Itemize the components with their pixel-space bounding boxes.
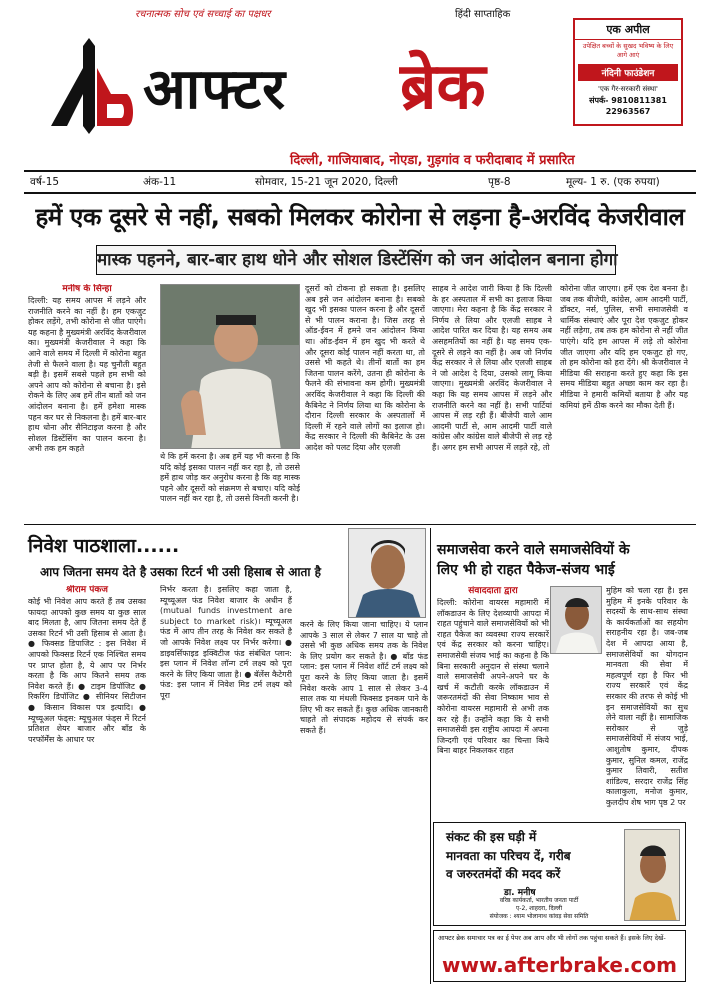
lead-col-3: दूसरों को टोकना हो सकता है। इसलिए अब इसे जन आंदोलन बनाना है। सबको खुद भी इसका पालन करना है और दूसरों से भी पालन कराना है। जिस तरह से ऑड-ईवन में हमने जन आंदोलन किया था। ऑड-ईवन में हम खुद भी करते थे और दूसरा कोई पालन नहीं करता था, तो उससे भी कहते थे। तीनों बातों का हम जितना पालन करेंगे, उतना ही कोरोना के फैलने की संभावना कम होगी। मुख्यमंत्री अरविंद केजरीवाल ने कहा कि दिल्ली की कैबिनेट ने निर्णय लिया था कि कोरोना के दौरान दिल्ली सरकार के अस्पतालों में दिल्ली में रहने वाले लोगों का इलाज हो। केंद्र सरकार ने दिल्ली की कैबिनेट के उस आदेश को पलट दिया और एलजी [305, 284, 425, 452]
circulation-cities: दिल्ली, गाजियाबाद, नोएडा, गुड़गांव व फरीदाबाद में प्रसारित [290, 153, 575, 168]
invest-col-1: कोई भी निवेश आप करते हैं तब उसका फायदा आपको कुछ समय या कुछ साल बाद मिलता है, आप जितना समय देते हैं उसका रिटर्न भी उसी हिसाब से आता है। ● फिक्सड डिपाजिट : इस निवेश में आपको फिक्सड रिटर्न एक निश्चित समय पर प्राप्त होता है, ये आप पर निर्भर करता है कि आप कितने समय तक निवेश करते हैं। ● टाइम डिपॉजिट ● रिकरिंग डिपॉजिट ● सीनियर सिटीजन ● किसान विकास पत्र इत्यादि। ● म्यूच्यूअल फंड्स: म्यूचुअल फंड्स में रिटर्न प्रतिशत शेयर बाजार और बॉंड के परफॉर्मेंस के आधार पर [28, 597, 146, 744]
social-author: संवाददाता द्वारा [468, 586, 518, 596]
ad-line-1: संकट की इस घड़ी में [446, 830, 537, 844]
mid-rule [24, 524, 696, 525]
footer-url[interactable]: www.afterbrake.com [442, 953, 677, 977]
ad-org: संयोजक : श्याम भोलानाथ कांवड़ सेवा समिति [489, 913, 589, 920]
masthead-title-part2: ब्रेक [400, 50, 486, 124]
invest-headline: आप जितना समय देते है उसका रिटर्न भी उसी हिसाब से आता है [40, 565, 321, 579]
ad-designation [464, 897, 614, 921]
appeal-heading: एक अपील [575, 20, 681, 40]
ad-name: डा. मनीष [504, 888, 536, 898]
meta-rule [24, 192, 696, 194]
kejriwal-photo [160, 284, 300, 449]
lead-col-2: थे कि हमें करना है। अब हमें यह भी करना है कि यदि कोई इसका पालन नहीं कर रहा है, तो उससे हमें हाथ जोड़ कर अनुरोध करना है कि वह मास्क पहने और दूसरों को संक्रमण से बचाए। यदि कोई पालन नहीं कर रहा है, तो उससे विनती करनी है। [160, 452, 300, 504]
ad-address: ए-2, शाहदरा, दिल्ली [515, 905, 562, 912]
top-rule [24, 170, 696, 172]
social-headline-2: लिए भी हो राहत पैकेज-संजय भाई [437, 562, 615, 578]
sanjay-photo [550, 586, 602, 654]
column-divider [430, 528, 431, 984]
footer-note: आफ्टर ब्रेक समाचार पत्र का ई पेपर अब आप और भी लोगों तक पहुंचा सकते हैं। इसके लिए देखें- [438, 934, 666, 942]
appeal-org: 'एक गैर-सरकारी संस्था' [598, 85, 658, 93]
appeal-foundation: नंदिनी फाउंडेशन [578, 64, 678, 81]
issue-page: पृष्ठ-8 [488, 176, 511, 188]
lead-col-5: कोरोना जीत जाएगा। हमें एक देश बनना है। जब तक बीजेपी, कांग्रेस, आम आदमी पार्टी, डॉक्टर, नर्स, पुलिस, सभी समाजसेवी व धार्मिक संस्थाएं और पूरा देश एकजुट होकर नहीं लड़ेगा, तब तक हम कोरोना से नहीं जीत पाएंगे। यदि हम आपस में लड़े तो कोरोना जीत जाएगा और यदि हम एकजुट हो गए, तो हम कोरोना को हरा देंगे। श्री केजरीवाल ने मीडिया की सराहना करते हुए कहा कि इस समय मीडिया बहुत अच्छा काम कर रहा है। मीडिया ने हमारी कमियों बताया है और यह कमियां हमें ठीक करने का मौका देती हैं। [560, 284, 688, 410]
ad-photo [624, 829, 680, 921]
author-photo [348, 528, 426, 618]
social-col-1: दिल्ली: कोरोना वायरस महामारी में लॉकडाउन के लिए देशव्यापी आपदा में राहत पहुंचाने वाले समाजसेवियों को भी राहत पैकेज का व्यवस्था राज्य सरकारें एवं केंद्र सरकार को करना चाहिए। समाजसेवी संजय भाई का कहना है कि बिना सरकारी अनुदान से संस्था चलाने वाले समाजसेवी अपने-अपने घर के खर्च में कटौती करके लॉकडाउन में जरूरतमंदों की सेवा निष्काम भाव से कोरोना वायरस महामारी से अभी तक कर रहे हैं। उन्होंने कहा कि ये सभी समाजसेवी इस राष्ट्रीय आपदा में अपना जिन्दगी एवं परिवार का चिन्ता किये बिना बाहर निकलकर राहत [437, 598, 549, 756]
masthead-title-part1: आफ्टर [143, 57, 287, 122]
ad-designation-text: वरिष्ठ कार्यकर्ता, भारतीय जनता पार्टी [499, 897, 579, 904]
invest-author: श्रीराम पंकज [66, 585, 108, 595]
invest-col-3-lead [300, 585, 345, 625]
appeal-box [573, 18, 683, 126]
tagline: रचनात्मक सोच एवं सच्चाई का पक्षधर [135, 9, 271, 20]
invest-col-3: करने के लिए किया जाना चाहिए। ये प्लान आपके 3 साल से लेकर 7 साल या चाहे तो उससे भी कुछ अधिक समय तक के निवेश के लिए प्रयोग कर सकते है। ● बॉंड फंड प्लान: इस प्लान में निवेश शॉर्ट टर्म लक्ष्य को पूरा करने के लिए किया जाता है। इसमें निवेश करके आप 1 साल से लेकर 3-4 साल तक या मंथली फिक्सड इनकम पाने के लिए भी कर सकते हैं। कुछ अधिक जानकारी चाहते तो संपादक महोदय से संपर्क कर सकते हैं। [300, 620, 428, 735]
issue-year: वर्ष-15 [30, 176, 60, 188]
invest-col-2: निर्भर करता है। इसलिए कहा जाता है, म्यूच्यूअल फंड निवेश बाजार के अधीन हैं (mutual funds investment are subject to market risk)। म्यूच्यूअल फंड में आप तीन तरह के निवेश कर सकते है जो आपके निवेश लक्ष्य पर निर्भर करेगा। ● डाइवर्सिफाइड इक्विटीज फंड संबंधित प्लान: इस प्लान में निवेश लॉन्ग टर्म लक्ष्य को पूरा करने के लिए किया जाता है। ● बॅलेंस कैटेगरी फंड: इस प्लान में निवेश मिड टर्म लक्ष्य को पूरा [160, 585, 292, 700]
lead-col-4: साहब ने आदेश जारी किया है कि दिल्ली के हर अस्पताल में सभी का इलाज किया जाएगा। मेरा कहना है कि केंद्र सरकार ने निर्णय ले लिया और एलजी साहब ने आदेश पारित कर दिया है। यह समय अब असहमतियों का नहीं है। यह समय एक-दूसरे से लड़ने का नहीं है। अब जो निर्णय केंद्र सरकार ने ले लिया और एलजी साहब ने जो आदेश दे दिया, उसको लागू किया जाएगा। मुख्यमंत्री अरविंद केजरीवाल ने कहा कि यह समय आपस में लड़ने और राजनीति करने का नहीं है। सभी पार्टियां आपस में लड़ रही हैं। बीजेपी वाले आम आदमी पार्टी से, आम आदमी पार्टी वाले कांग्रेस और कांग्रेस वाले बीजेपी से लड़ रहे हैं। अगर हम सभी आपस में लड़ते रहे, तो [432, 284, 552, 452]
lead-author: मनीष के सिन्हा [62, 284, 112, 294]
appeal-text: उपेक्षित बच्चों के सुखद भविष्य के लिए आगे आएं [582, 42, 674, 59]
social-headline-1: समाजसेवा करने वाले समाजसेवियों के [437, 542, 630, 558]
masthead-logo [45, 38, 135, 138]
issue-price: मूल्य- 1 रु. (एक रुपया) [566, 176, 660, 188]
ad-line-2: मानवता का परिचय दें, गरीब [446, 849, 571, 863]
lead-col-1: दिल्ली: यह समय आपस में लड़ने और राजनीति करने का नहीं है। हम एकजुट होकर लड़ेंगे, तभी कोरोना से जीत पाएंगे। यह कहना है मुख्यमंत्री अरविंद केजरीवाल का। मुख्यमंत्री केजरीवाल ने कहा कि आने वाले समय में दिल्ली में कोरोना बहुत तेजी से फैलने वाला है। यह चुनौती बहुत बड़ी है। इसमें सबसे पहले हम सभी को अपने आप को कोरोना से बचाना है। इसे रोकने के लिए अब हमें तीन बातों को जन आंदोलन बनाना है। हमें हमेशा मास्क पहन कर घर से निकलना है। हमें बार-बार हाथ धोना और सैनिटाइज करना है और सोशल डिस्टेंसिंग का पालन करना है। अभी तक हम कहते [28, 296, 146, 454]
appeal-phone: 22963567 [605, 107, 651, 116]
social-col-2: मुहिम को चला रहा है। इस मुहिम में इनके परिवार के सदस्यों के साथ-साथ संस्था के कार्यकर्ताओं का सहयोग सराहनीय रहा है। जब-जब देश में आपदा आया है, समाजसेवियों का योगदान मानवता की सेवा में महत्वपूर्ण रहा है फिर भी राज्य सरकारें एवं केंद्र सरकार की तरफ से कोई भी इन समाजसेवियों का सुध लेने वाला नहीं है। सामाजिक सरोकार से जुड़े समाजसेवियों में संजय भाई, आशुतोष कुमार, दीपक कुमार, सुनिल कमल, राजेंद्र कुमार तिवारी, सतीश शांडिल्य, सरदार राजेंद्र सिंह कालाकुला, मनोज कुमार, कुलदीप शेष भाग पृष्ठ 2 पर [606, 586, 688, 807]
issue-number: अंक-11 [143, 176, 177, 188]
lead-headline: हमें एक दूसरे से नहीं, सबको मिलकर कोरोना से लड़ना है-अरविंद केजरीवाल [35, 203, 685, 231]
issue-date: सोमवार, 15-21 जून 2020, दिल्ली [255, 176, 398, 188]
footer-box [433, 930, 686, 982]
appeal-contact: संपर्क- 9810811381 [589, 96, 667, 105]
appeal-ad [433, 822, 686, 926]
lead-subheadline: मास्क पहनने, बार-बार हाथ धोने और सोशल डिस्टेंसिंग को जन आंदोलन बनाना होगा [96, 245, 616, 275]
ad-line-3: व जरुरतमंदों की मदद करें [446, 867, 561, 881]
invest-section-title: निवेश पाठशाला...... [28, 535, 180, 557]
edition-type: हिंदी साप्ताहिक [455, 9, 511, 20]
